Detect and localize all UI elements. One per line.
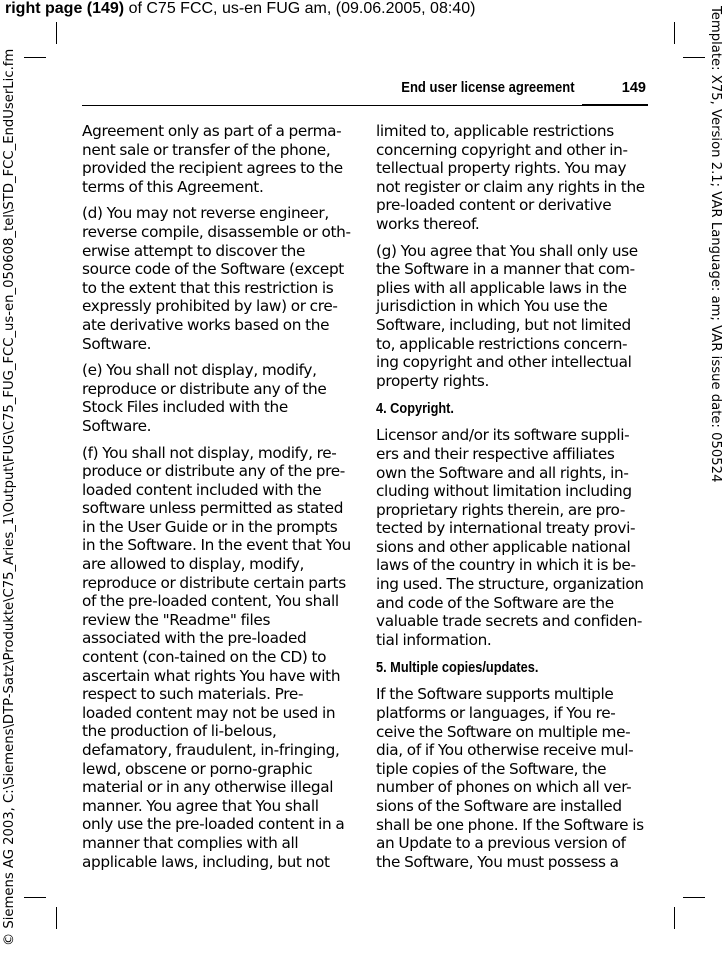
page-number: 149 <box>621 80 646 96</box>
header-rule-accent <box>582 104 648 106</box>
crop-mark <box>56 22 57 44</box>
running-header <box>82 76 648 106</box>
crop-mark <box>683 57 705 58</box>
paragraph: Licensor and/or its software suppli-ers and their respective affiliates own the Software and all rights, in-cluding without limitation including proprietary rights therein, are pro-tected by international treaty provi-sions and other applicable national laws of the country in which it is be-ing used. The structure, organization and code of the Software are the valuable trade secrets and confiden-tial information. <box>376 426 644 649</box>
slug-document-info: of C75 FCC, us-en FUG am, (09.06.2005, 08:40) <box>124 0 476 17</box>
right-column <box>376 122 646 879</box>
paragraph: limited to, applicable restrictions concerning copyright and other in-tellectual property rights. You may not register or claim any rights in the pre-loaded content or derivative works thereof. <box>376 122 645 233</box>
header-rule <box>82 105 648 106</box>
crop-mark <box>674 907 675 929</box>
paragraph: Agreement only as part of a perma-nent sale or transfer of the phone, provided the recipient agrees to the terms of this Agreement. <box>82 122 343 196</box>
section-heading-copyright: 4. Copyright. <box>376 401 454 418</box>
paragraph: If the Software supports multiple platforms or languages, if You re-ceive the Software on multiple me-dia, of if You otherwise receive mul-tiple copies of the Software, the number of phones on which all ver-sions of the Software are installed shall be one phone. If the Software is an Update to a previous version of the Software, You must possess a <box>376 685 644 871</box>
section-heading-multiple-copies: 5. Multiple copies/updates. <box>376 660 539 677</box>
crop-mark <box>24 897 46 898</box>
slug-page-ref: right page (149) <box>5 0 125 17</box>
template-margin-note: Template: X75, Version 2.1; VAR Language: am; VAR issue date: 050524 <box>708 6 723 483</box>
paragraph: (g) You agree that You shall only use the Software in a manner that com-plies with all applicable laws in the jurisdiction in which You use the Software, including, but not limited to, applicable restrictions concern-ing copyright and other intellectual property rights. <box>376 241 638 390</box>
crop-mark <box>683 897 705 898</box>
paragraph: (e) You shall not display, modify, reproduce or distribute any of the Stock Files included with the Software. <box>82 361 327 435</box>
file-path-margin-note: © Siemens AG 2003, C:\Siemens\DTP-Satz\Produkte\C75_Aries_1\Output\FUG\C75_FUG_FCC_us-en_050608_tel\STD_FCC_EndUserLic.fm <box>2 48 17 946</box>
crop-mark <box>56 907 57 929</box>
paragraph: (d) You may not reverse engineer, reverse compile, disassemble or oth-erwise attempt to discover the source code of the Software (except to the extent that this restriction is expressly prohibited by law) or cre-ate derivative works based on the Software. <box>82 204 351 353</box>
crop-mark <box>24 57 46 58</box>
left-column <box>82 122 352 879</box>
crop-mark <box>674 22 675 44</box>
header-title: End user license agreement <box>401 80 575 96</box>
page-slug <box>5 0 475 18</box>
paragraph: (f) You shall not display, modify, re-produce or distribute any of the pre-loaded content included with the software unless permitted as stated in the User Guide or in the prompts in the Software. In the event that You are allowed to display, modify, reproduce or distribute certain parts of the pre-loaded content, You shall review the "Readme" files associated with the pre-loaded content (con-tained on the CD) to ascertain what rights You have with respect to such materials. Pre-loaded content may not be used in the production of li-belous, defamatory, fraudulent, in-fringing, lewd, obscene or porno-graphic material or in any otherwise illegal manner. You agree that You shall only use the pre-loaded content in a manner that complies with all applicable laws, including, but not <box>82 443 351 871</box>
